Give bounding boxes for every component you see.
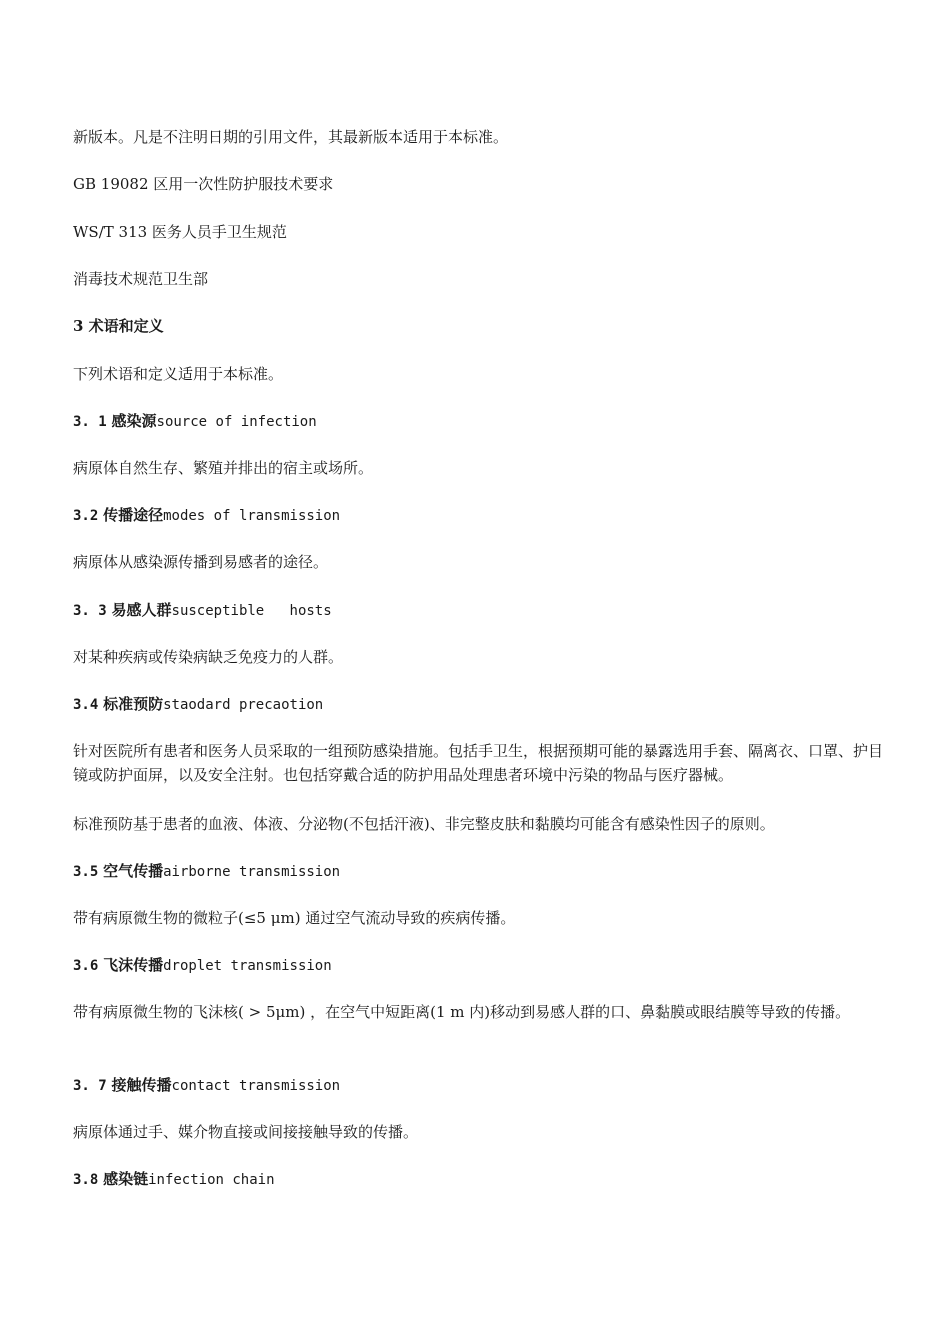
term-definition: 病原体从感染源传播到易感者的途径。 (73, 553, 329, 571)
section-intro: 下列术语和定义适用于本标准。 (73, 365, 284, 383)
term-chinese: 飞沫传播 (103, 956, 164, 974)
term-english: source of infection (156, 414, 317, 430)
term-chinese: 空气传播 (103, 862, 164, 880)
term-english: contact transmission (171, 1078, 341, 1094)
term-heading (73, 953, 888, 978)
term-definition: 带有病原微生物的微粒子(≤5 μm) 通过空气流动导致的疾病传播。 (73, 909, 516, 927)
term-english: infection chain (148, 1172, 275, 1188)
ref-gb19082 (73, 172, 888, 196)
term-english: modes of lransmission (163, 508, 341, 524)
term-definition: 对某种疾病或传染病缺乏免疫力的人群。 (73, 648, 344, 666)
ref-ws313-text: WS/T 313 医务人员手卫生规范 (73, 223, 287, 241)
ref-gb19082-text: GB 19082 区用一次性防护服技术要求 (73, 175, 334, 193)
term-chinese: 传播途径 (103, 506, 164, 524)
term-number: 3.5 (73, 864, 99, 880)
term-chinese: 接触传播 (111, 1076, 172, 1094)
term-chinese: 感染源 (111, 412, 157, 430)
term-heading (73, 409, 888, 434)
term-definition: 病原体通过手、媒介物直接或间接接触导致的传播。 (73, 1123, 419, 1141)
ref-intro-text: 新版本。凡是不注明日期的引用文件，其最新版本适用于本标准。 (73, 128, 509, 146)
ref-ws313 (73, 220, 888, 244)
term-heading (73, 598, 888, 623)
term-number: 3. 7 (73, 1078, 107, 1094)
ref-disinfect: 消毒技术规范卫生部 (73, 270, 209, 288)
term-number: 3.4 (73, 697, 99, 713)
term-heading (73, 503, 888, 528)
term-number: 3. 1 (73, 414, 107, 430)
term-chinese: 标准预防 (103, 695, 164, 713)
term-english: airborne transmission (163, 864, 341, 880)
term-heading (73, 1073, 888, 1098)
term-heading (73, 692, 888, 717)
term-definition: 带有病原微生物的飞沫核( > 5μm) ，在空气中短距离(1 m 内)移动到易感人群的口、鼻黏膜或眼结膜等导致的传播。 (73, 1003, 851, 1021)
term-chinese: 易感人群 (111, 601, 172, 619)
term-english: susceptible hosts (171, 603, 332, 619)
term-english: droplet transmission (163, 958, 332, 974)
term-number: 3.8 (73, 1172, 99, 1188)
term-definition-extra: 标准预防基于患者的血液、体液、分泌物(不包括汗液)、非完整皮肤和黏膜均可能含有感染性因子的原则。 (73, 815, 775, 833)
term-heading (73, 1167, 888, 1192)
term-english: staodard precaotion (163, 697, 324, 713)
section-heading: 3 术语和定义 (73, 317, 164, 335)
term-definition: 针对医院所有患者和医务人员采取的一组预防感染措施。包括手卫生，根据预期可能的暴露选用手套、隔离衣、口罩、护目镜或防护面屏，以及安全注射。也包括穿戴合适的防护用品处理患者环境中污染的物品与医疗器械。 (73, 742, 884, 784)
term-number: 3. 3 (73, 603, 107, 619)
term-number: 3.6 (73, 958, 99, 974)
term-chinese: 感染链 (103, 1170, 149, 1188)
term-definition: 病原体自然生存、繁殖并排出的宿主或场所。 (73, 459, 374, 477)
term-heading (73, 859, 888, 884)
term-number: 3.2 (73, 508, 99, 524)
